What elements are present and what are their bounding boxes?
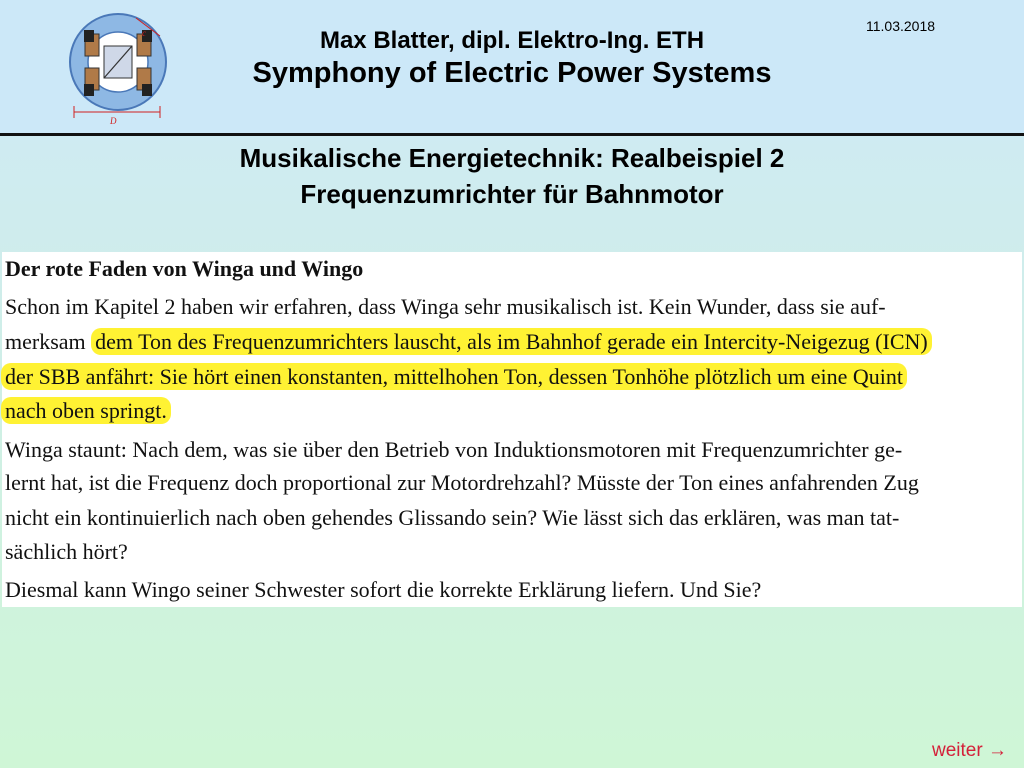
header-divider [0,133,1024,136]
excerpt-text: merksam [5,329,86,354]
logo-letter-c: c [142,28,146,38]
logo-letter-d: D [110,116,117,126]
slide-date: 11.03.2018 [866,18,936,34]
excerpt-p3: Diesmal kann Wingo seiner Schwester sofort die korrekte Erklärung liefern. Und Sie? [5,577,762,602]
excerpt-p1-line-2 [5,329,932,355]
excerpt-p1-line-1: Schon im Kapitel 2 haben wir erfahren, dass Winga sehr musikalisch ist. Kein Wunder, dass sie auf- [5,294,886,319]
excerpt-heading: Der rote Faden von Winga und Wingo [5,256,364,281]
highlighted-text: der SBB anfährt: Sie hört einen konstanten, mittelhohen Ton, dessen Tonhöhe plötzlich um eine Quint [1,363,907,390]
excerpt-p2-line-4: sächlich hört? [5,539,128,564]
excerpt-p1-line-3 [5,364,907,390]
excerpt-p2-line-1: Winga staunt: Nach dem, was sie über den Betrieb von Induktionsmotoren mit Frequenzumrichter ge- [5,437,903,462]
excerpt-p2-line-2: lernt hat, ist die Frequenz doch proportional zur Motordrehzahl? Müsste der Ton eines anfahrenden Zug [5,470,919,495]
book-excerpt [2,252,1022,607]
highlighted-text: dem Ton des Frequenzumrichters lauscht, als im Bahnhof gerade ein Intercity-Neigezug (ICN) [91,328,932,355]
excerpt-p1-line-4 [5,398,171,424]
next-slide-link[interactable]: weiter → [932,740,1007,761]
author-line: Max Blatter, dipl. Elektro-Ing. ETH [319,27,705,54]
presentation-title: Symphony of Electric Power Systems [252,57,772,89]
slide-title-line-1: Musikalische Energietechnik: Realbeispiel 2 [239,143,785,173]
slide-title-line-2: Frequenzumrichter für Bahnmotor [300,179,724,209]
excerpt-p2-line-3: nicht ein kontinuierlich nach oben gehendes Glissando sein? Wie lässt sich das erklären, was man tat- [5,505,900,530]
highlighted-text: nach oben springt. [1,397,171,424]
slide-title [0,140,1024,212]
